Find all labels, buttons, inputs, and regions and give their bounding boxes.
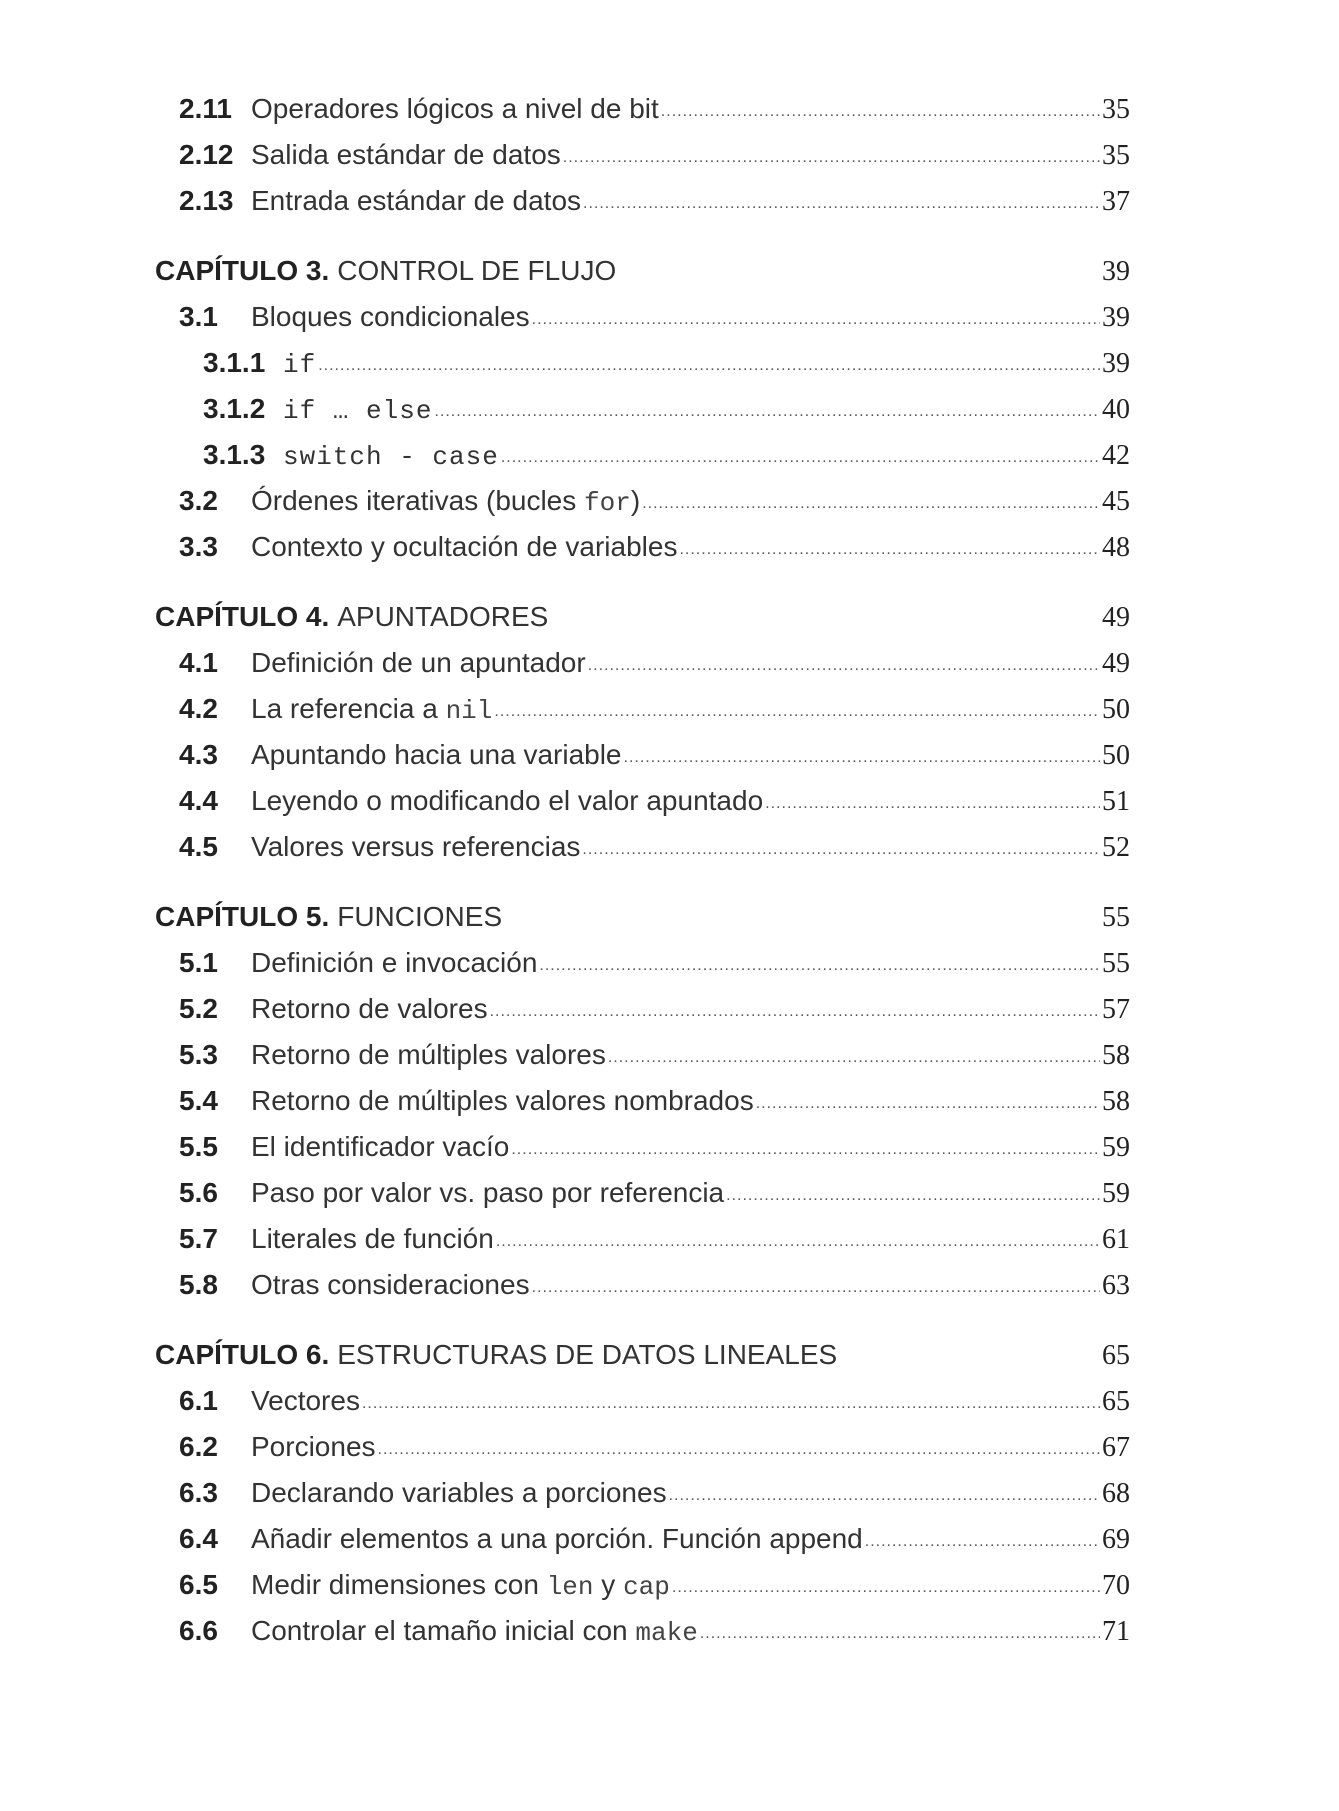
dot-leader (511, 1141, 1100, 1159)
chapter-heading[interactable] (155, 601, 1130, 647)
toc-section-entry[interactable] (155, 1523, 1130, 1569)
toc-section-entry[interactable] (155, 1085, 1130, 1131)
section-title: Leyendo o modificando el valor apuntado (251, 785, 764, 816)
dot-leader (672, 1579, 1100, 1597)
section-title: Retorno de múltiples valores nombrados (251, 1085, 754, 1116)
section-number: 6.3 (179, 1477, 218, 1508)
section-number: 4.5 (179, 831, 218, 862)
dot-leader (501, 449, 1100, 467)
section-number: 2.12 (179, 139, 234, 170)
page-number: 51 (1102, 786, 1130, 817)
toc-section-entry[interactable] (155, 301, 1130, 347)
page-number: 39 (1102, 348, 1130, 379)
dot-leader (679, 541, 1100, 559)
dot-leader (726, 1187, 1100, 1205)
section-number: 3.1.2 (203, 393, 266, 424)
page-number: 65 (1102, 1386, 1130, 1417)
chapter-page-number: 65 (1102, 1340, 1130, 1371)
inline-code: len (546, 1572, 594, 1602)
toc-subsection-entry[interactable] (155, 393, 1130, 439)
section-number: 6.6 (179, 1615, 218, 1646)
dot-leader (490, 1003, 1100, 1021)
chapter-page-number: 39 (1102, 256, 1130, 287)
toc-section-entry[interactable] (155, 785, 1130, 831)
section-title: Vectores (251, 1385, 360, 1416)
page-number: 37 (1102, 186, 1130, 217)
section-title: Añadir elementos a una porción. Función append (251, 1523, 863, 1554)
page-number: 50 (1102, 740, 1130, 771)
page-number: 70 (1102, 1570, 1130, 1601)
section-title: Valores versus referencias (251, 831, 581, 862)
dot-leader (661, 103, 1100, 121)
dot-leader (865, 1533, 1100, 1551)
section-title: Declarando variables a porciones (251, 1477, 667, 1508)
section-title: Entrada estándar de datos (251, 185, 582, 216)
section-title (251, 485, 640, 518)
section-number: 5.8 (179, 1269, 218, 1300)
section-number: 5.3 (179, 1039, 218, 1070)
section-title: switch - case (283, 442, 499, 472)
section-number: 2.11 (179, 93, 232, 124)
dot-leader (624, 749, 1100, 767)
title-text: Controlar el tamaño inicial con (251, 1615, 636, 1646)
toc-section-entry[interactable] (155, 647, 1130, 693)
section-number: 4.4 (179, 785, 218, 816)
chapter-title: CONTROL DE FLUJO (337, 255, 617, 286)
toc-section-entry[interactable] (155, 1385, 1130, 1431)
page-number: 58 (1102, 1040, 1130, 1071)
page-number: 42 (1102, 440, 1130, 471)
chapter-label: CAPÍTULO 5. (155, 901, 330, 932)
dot-leader (378, 1441, 1100, 1459)
chapter-title: APUNTADORES (337, 601, 549, 632)
toc-section-entry[interactable] (155, 739, 1130, 785)
dot-leader (669, 1487, 1100, 1505)
section-title: Retorno de múltiples valores (251, 1039, 606, 1070)
toc-section-entry[interactable] (155, 1569, 1130, 1615)
page-number: 71 (1102, 1616, 1130, 1647)
table-of-contents (155, 93, 1130, 1661)
section-number: 5.4 (179, 1085, 218, 1116)
section-title: Paso por valor vs. paso por referencia (251, 1177, 725, 1208)
dot-leader (532, 311, 1100, 329)
dot-leader (700, 1625, 1100, 1643)
title-text: Medir dimensiones con (251, 1569, 547, 1600)
inline-code: for (584, 488, 631, 518)
section-number: 6.1 (179, 1385, 218, 1416)
chapter-heading[interactable] (155, 1339, 1130, 1385)
section-title: Apuntando hacia una variable (251, 739, 622, 770)
toc-section-entry[interactable] (155, 531, 1130, 577)
section-number: 3.1.3 (203, 439, 266, 470)
section-title (251, 693, 492, 726)
toc-subsection-entry[interactable] (155, 347, 1130, 393)
section-number: 5.1 (179, 947, 218, 978)
section-number: 5.5 (179, 1131, 218, 1162)
toc-section-entry[interactable] (155, 93, 1130, 139)
dot-leader (563, 149, 1100, 167)
dot-leader (756, 1095, 1100, 1113)
section-number: 5.2 (179, 993, 218, 1024)
section-title: Otras consideraciones (251, 1269, 530, 1300)
toc-section-entry[interactable] (155, 185, 1130, 231)
toc-section-entry[interactable] (155, 1177, 1130, 1223)
page-number: 49 (1102, 648, 1130, 679)
dot-leader (496, 1233, 1100, 1251)
page-number: 40 (1102, 394, 1130, 425)
section-number: 6.2 (179, 1431, 218, 1462)
dot-leader (539, 957, 1100, 975)
page-number: 59 (1102, 1132, 1130, 1163)
section-number: 3.1.1 (203, 347, 266, 378)
section-title: Definición de un apuntador (251, 647, 586, 678)
section-number: 4.1 (179, 647, 218, 678)
toc-section-entry[interactable] (155, 947, 1130, 993)
dot-leader (642, 495, 1100, 513)
page-number: 45 (1102, 486, 1130, 517)
inline-code: nil (445, 696, 493, 726)
chapter-page-number: 49 (1102, 602, 1130, 633)
chapter-label: CAPÍTULO 3. (155, 255, 330, 286)
page-number: 68 (1102, 1478, 1130, 1509)
toc-section-entry[interactable] (155, 831, 1130, 877)
page-number: 69 (1102, 1524, 1130, 1555)
dot-leader (582, 841, 1100, 859)
section-number: 6.4 (179, 1523, 218, 1554)
section-title (251, 1569, 670, 1602)
page-number: 50 (1102, 694, 1130, 725)
dot-leader (583, 195, 1100, 213)
section-number: 3.3 (179, 531, 218, 562)
chapter-page-number: 55 (1102, 902, 1130, 933)
section-title (251, 1615, 698, 1648)
dot-leader (608, 1049, 1100, 1067)
toc-section-entry[interactable] (155, 1431, 1130, 1477)
inline-code: make (635, 1618, 698, 1648)
chapter-label: CAPÍTULO 6. (155, 1339, 330, 1370)
title-text: Órdenes iterativas (bucles (251, 485, 585, 516)
page-number: 35 (1102, 94, 1130, 125)
section-number: 6.5 (179, 1569, 218, 1600)
page-number: 48 (1102, 532, 1130, 563)
toc-section-entry[interactable] (155, 1269, 1130, 1315)
page-number: 61 (1102, 1224, 1130, 1255)
chapter-title: FUNCIONES (337, 901, 503, 932)
section-number: 2.13 (179, 185, 234, 216)
dot-leader (588, 657, 1100, 675)
toc-section-entry[interactable] (155, 485, 1130, 531)
inline-code: cap (623, 1572, 670, 1602)
toc-section-entry[interactable] (155, 1223, 1130, 1269)
title-text: y (593, 1569, 624, 1600)
toc-section-entry[interactable] (155, 139, 1130, 185)
page-number: 63 (1102, 1270, 1130, 1301)
title-text: ) (630, 485, 641, 516)
page-number: 39 (1102, 302, 1130, 333)
page-number: 58 (1102, 1086, 1130, 1117)
dot-leader (434, 403, 1100, 421)
dot-leader (765, 795, 1100, 813)
page-number: 35 (1102, 140, 1130, 171)
chapter-heading[interactable] (155, 255, 1130, 301)
toc-subsection-entry[interactable] (155, 439, 1130, 485)
page-number: 67 (1102, 1432, 1130, 1463)
section-title: if … else (283, 396, 433, 426)
section-number: 3.2 (179, 485, 218, 516)
toc-section-entry[interactable] (155, 1131, 1130, 1177)
section-number: 3.1 (179, 301, 218, 332)
dot-leader (362, 1395, 1100, 1413)
toc-section-entry[interactable] (155, 993, 1130, 1039)
toc-section-entry[interactable] (155, 1615, 1130, 1661)
section-title: Contexto y ocultación de variables (251, 531, 678, 562)
page-number: 57 (1102, 994, 1130, 1025)
section-number: 5.6 (179, 1177, 218, 1208)
section-title: if (283, 350, 317, 380)
section-title: Salida estándar de datos (251, 139, 561, 170)
dot-leader (532, 1279, 1100, 1297)
toc-section-entry[interactable] (155, 1039, 1130, 1085)
section-title: Operadores lógicos a nivel de bit (251, 93, 659, 124)
section-title: Literales de función (251, 1223, 494, 1254)
section-number: 4.2 (179, 693, 218, 724)
section-title: Porciones (251, 1431, 376, 1462)
dot-leader (318, 357, 1100, 375)
page-number: 55 (1102, 948, 1130, 979)
section-number: 4.3 (179, 739, 218, 770)
chapter-label: CAPÍTULO 4. (155, 601, 330, 632)
section-title: El identificador vacío (251, 1131, 510, 1162)
toc-section-entry[interactable] (155, 1477, 1130, 1523)
toc-section-entry[interactable] (155, 693, 1130, 739)
section-title: Bloques condicionales (251, 301, 530, 332)
page-number: 59 (1102, 1178, 1130, 1209)
chapter-title: ESTRUCTURAS DE DATOS LINEALES (337, 1339, 838, 1370)
page-number: 52 (1102, 832, 1130, 863)
section-title: Definición e invocación (251, 947, 538, 978)
title-text: La referencia a (251, 693, 446, 724)
chapter-heading[interactable] (155, 901, 1130, 947)
section-number: 5.7 (179, 1223, 218, 1254)
dot-leader (494, 703, 1100, 721)
section-title: Retorno de valores (251, 993, 488, 1024)
